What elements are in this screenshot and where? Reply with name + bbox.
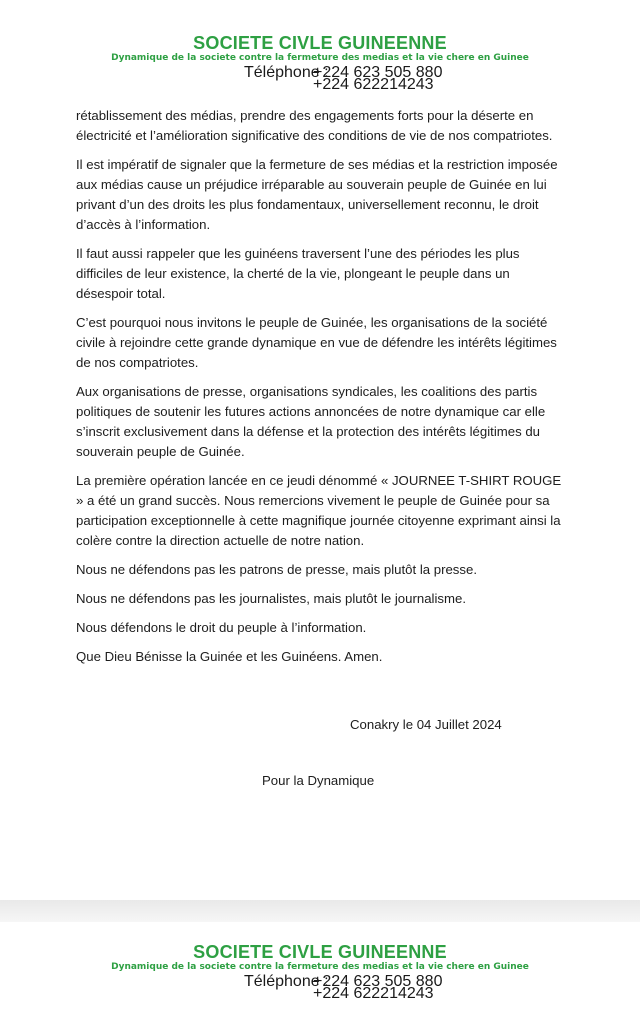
signatory: Pour la Dynamique [262, 773, 375, 788]
paragraph: La première opération lancée en ce jeudi dénommé « JOURNEE T-SHIRT ROUGE » a été un grand succès. Nous remercions vivement le peuple de Guinée pour sa participation exceptionnelle à cette magnifique journée citoyenne exprimant ainsi la colère contre la direction actuelle de notre nation. [76, 473, 562, 548]
paragraph: Il est impératif de signaler que la fermeture de ses médias et la restriction imposée aux médias cause un préjudice irréparable au souverain peuple de Guinée en lui privant d’un des droits les plus fondamentaux, universellement reconnu, le droit d’accès à l’information. [76, 157, 558, 232]
paragraph: C’est pourquoi nous invitons le peuple de Guinée, les organisations de la société civile à rejoindre cette grande dynamique en vue de défendre les intérêts légitimes de nos compatriotes. [76, 315, 557, 370]
letterhead [0, 33, 640, 93]
next-page [0, 922, 640, 1024]
org-subtitle: Dynamique de la societe contre la fermeture des medias et la vie chere en Guinee [111, 962, 529, 972]
paragraph: Que Dieu Bénisse la Guinée et les Guinéens. Amen. [76, 649, 383, 664]
letter-body [76, 106, 568, 676]
paragraph: Nous ne défendons pas les journalistes, mais plutôt le journalisme. [76, 591, 466, 606]
letterhead-repeat [0, 942, 640, 1002]
org-title: SOCIETE CIVLE GUINEENNE [193, 33, 447, 53]
place-date: Conakry le 04 Juillet 2024 [350, 717, 502, 732]
org-title: SOCIETE CIVLE GUINEENNE [193, 942, 447, 962]
phone-number-2: +224 622214243 [313, 985, 434, 1002]
paragraph: rétablissement des médias, prendre des engagements forts pour la déserte en électricité et l’amélioration significative des conditions de vie de nos compatriotes. [76, 108, 553, 143]
phone-label: Téléphone : [244, 64, 329, 81]
paragraph: Il faut aussi rappeler que les guinéens traversent l’une des périodes les plus difficiles de leur existence, la cherté de la vie, plongeant le peuple dans un désespoir total. [76, 246, 520, 301]
paragraph: Nous défendons le droit du peuple à l’information. [76, 620, 367, 635]
phone-line-2 [0, 76, 640, 93]
phone-line-1 [0, 973, 640, 990]
org-subtitle: Dynamique de la societe contre la fermeture des medias et la vie chere en Guinee [111, 53, 529, 63]
paragraph: Nous ne défendons pas les patrons de presse, mais plutôt la presse. [76, 562, 477, 577]
paragraph: Aux organisations de presse, organisations syndicales, les coalitions des partis politiques de soutenir les futures actions annoncées de notre dynamique car elle s’inscrit exclusivement dans la défense et la protection des intérêts légitimes du souverain peuple de Guinée. [76, 384, 546, 459]
phone-number-1: +224 623 505 880 [313, 64, 443, 81]
phone-line-1 [0, 64, 640, 81]
phone-line-2 [0, 985, 640, 1002]
page-separator [0, 900, 640, 922]
phone-number-2: +224 622214243 [313, 76, 434, 93]
phone-number-1: +224 623 505 880 [313, 973, 443, 990]
phone-label: Téléphone : [244, 973, 329, 990]
